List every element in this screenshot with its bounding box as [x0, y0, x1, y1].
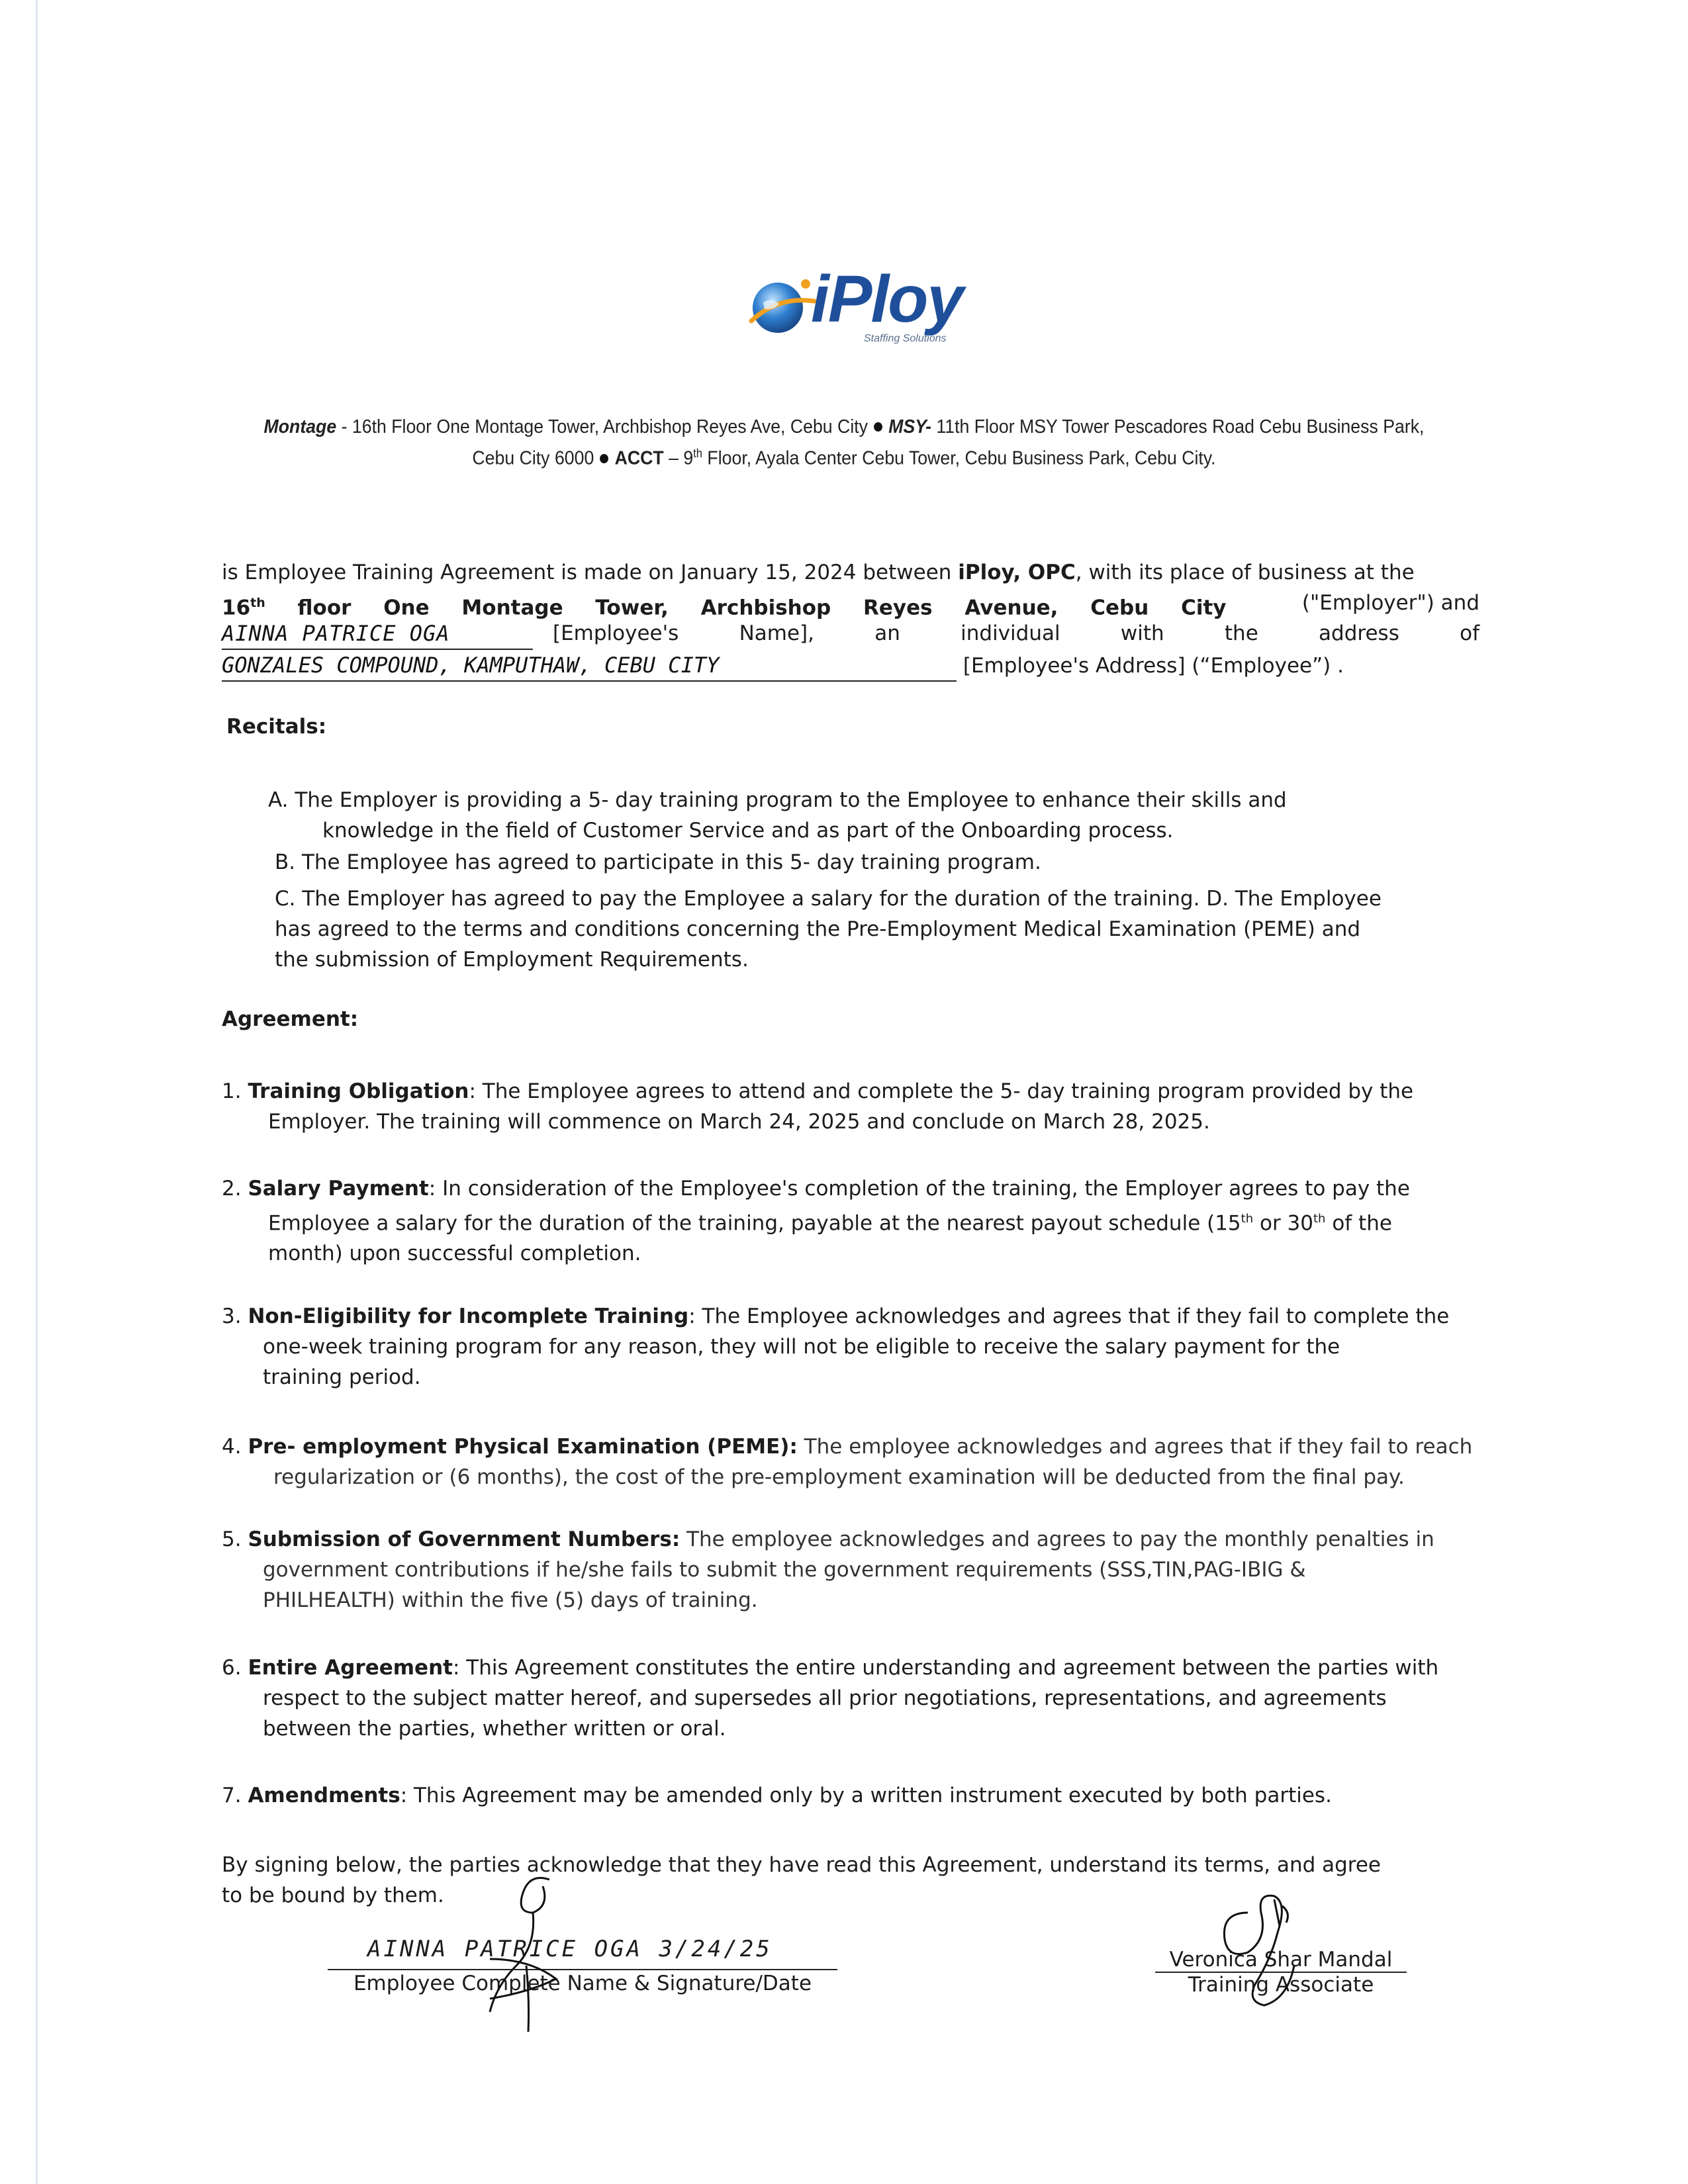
recital-a-cont: knowledge in the field of Customer Service and as part of the Onboarding process. — [322, 819, 1174, 842]
recital-c-cont2: the submission of Employment Requirements. — [275, 948, 749, 972]
agreement-item-7: 7. Amendments: This Agreement may be amended only by a written instrument executed by both parties. — [222, 1784, 1332, 1807]
recital-c-cont: has agreed to the terms and conditions concerning the Pre-Employment Medical Examination (PEME) and — [275, 917, 1361, 941]
agreement-item-1: 1. Training Obligation: The Employee agrees to attend and complete the 5- day training program provided by the Employer. The training will commence on March 24, 2025 and conclude on March 28, 2025. — [222, 1079, 1414, 1134]
msy-address: 11th Floor MSY Tower Pescadores Road Cebu Business Park, Cebu City 6000 — [472, 416, 1425, 469]
recital-a: A. The Employer is providing a 5- day training program to the Employee to enhance their skills and — [268, 788, 1287, 812]
bullet-icon — [874, 422, 882, 432]
employee-handwritten-name: AINNA PATRICE OGA 3/24/25 — [367, 1936, 773, 1962]
acct-sup: th — [693, 447, 702, 460]
employer-name: iPloy, OPC — [958, 561, 1076, 584]
agreement-item-3: 3. Non-Eligibility for Incomplete Training: The Employee acknowledges and agrees that if they fail to complete the one-week training program for any reason, they will not be eligible to receive the salary payment for the training period. — [222, 1304, 1450, 1389]
recital-b: B. The Employee has agreed to participate in this 5- day training program. — [275, 850, 1041, 874]
intro-text-1: is Employee Training Agreement is made on January 15, 2024 between — [222, 561, 959, 584]
bullet-icon — [600, 454, 608, 463]
acct-address-part1: – 9 — [663, 447, 694, 469]
intro-paragraph — [222, 557, 1479, 588]
intro-text-3: ("Employer") and — [1301, 591, 1479, 615]
intro-text-4: [Employee's Name], an individual with the address of — [553, 621, 1479, 645]
employee-name-handwritten: AINNA PATRICE OGA — [222, 618, 533, 650]
recitals-heading: Recitals: — [226, 715, 327, 739]
page-edge — [36, 0, 38, 2184]
agreement-item-4: 4. Pre- employment Physical Examination (PEME): The employee acknowledges and agrees that if they fail to reach regularization or (6 months), the cost of the pre-employment examination will be deducted from the final pay. — [222, 1435, 1473, 1489]
office-addresses — [250, 414, 1438, 472]
closing-statement: By signing below, the parties acknowledge that they have read this Agreement, understand its terms, and agree to be bound by them. — [222, 1853, 1382, 1907]
globe-icon — [745, 269, 818, 342]
agreement-item-6: 6. Entire Agreement: This Agreement constitutes the entire understanding and agreement between the parties with respect to the subject matter hereof, and supersedes all prior negotiations, representations, and agreements between the parties, whether written or oral. — [222, 1656, 1439, 1741]
intro-text-2: , with its place of business at the — [1075, 561, 1415, 584]
associate-name: Veronica Shar Mandal — [1155, 1948, 1407, 1973]
employee-signature-scribble — [450, 1866, 569, 2038]
intro-line-3 — [222, 618, 1479, 650]
associate-signature-scribble — [1208, 1886, 1314, 2019]
employee-address-handwritten: GONZALES COMPOUND, KAMPUTHAW, CEBU CITY — [222, 650, 957, 682]
agreement-heading: Agreement: — [222, 1007, 359, 1031]
employee-signature-caption: Employee Complete Name & Signature/Date — [353, 1972, 812, 1995]
logo-tagline: Staffing Solutions — [864, 333, 947, 344]
agreement-item-5: 5. Submission of Government Numbers: The employee acknowledges and agrees to pay the monthly penalties in government contributions if he/she fails to submit the government requirements (SSS,TIN,PAG-IBIG & PHILHEALTH) within the five (5) days of training. — [222, 1527, 1434, 1612]
msy-label: MSY- — [888, 416, 932, 437]
intro-text-5: [Employee's Address] (“Employee”) . — [957, 654, 1344, 678]
associate-title: Training Associate — [1188, 1973, 1374, 1997]
montage-address: - 16th Floor One Montage Tower, Archbishop Reyes Ave, Cebu City — [336, 416, 868, 437]
acct-label: ACCT — [614, 447, 664, 469]
montage-label: Montage — [263, 416, 337, 437]
company-logo — [745, 261, 963, 354]
agreement-item-2: 2. Salary Payment: In consideration of the Employee's completion of the training, the Employer agrees to pay the Employee a salary for the duration of the training, payable at the nearest payout schedule (15th or 30th of the month) upon successful completion. — [222, 1177, 1410, 1266]
logo-wordmark: iPloy — [811, 262, 962, 336]
employee-signature-block — [328, 1936, 837, 1995]
recital-c: C. The Employer has agreed to pay the Employee a salary for the duration of the training. D. The Employee — [275, 887, 1382, 911]
acct-address-part2: Floor, Ayala Center Cebu Tower, Cebu Business Park, Cebu City. — [702, 447, 1216, 469]
floor-address: 16th floor One Montage Tower, Archbishop Reyes Avenue, Cebu City — [222, 596, 1227, 620]
intro-line-4 — [222, 650, 1479, 682]
